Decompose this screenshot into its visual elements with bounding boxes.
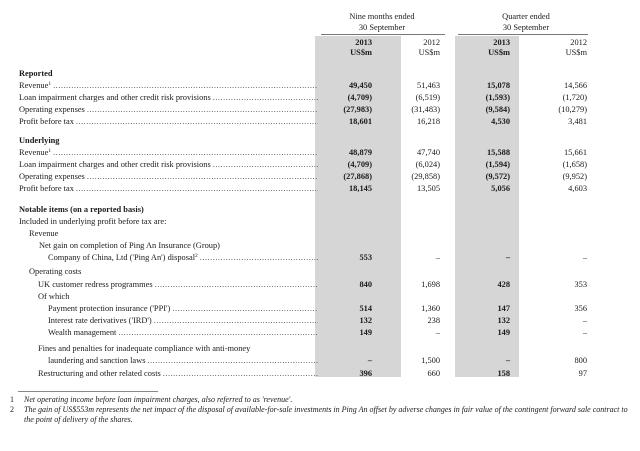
table-row [0,116,640,128]
cell-col-1: 48,879 [348,148,372,157]
table-row [0,368,640,380]
cell-col-4: – [582,316,587,325]
row-label-text: Profit before tax [19,184,74,193]
table-row [0,104,640,116]
cell-col-3: 4,530 [491,117,510,126]
cell-col-1: 18,145 [348,184,372,193]
header-nine-months-line2: 30 September [358,23,406,32]
col-header-2 [392,38,440,58]
leader-dots [211,159,318,171]
col-header-4-unit: US$m [565,48,587,57]
cell-col-2: 1,698 [421,280,440,289]
row-label [19,80,318,92]
cell-col-2: (6,519) [415,93,440,102]
row-label-text: Included in underlying profit before tax are: [19,217,167,226]
row-label-text: Operating expenses [19,172,85,181]
cell-col-1: 132 [359,316,372,325]
cell-col-3: 5,056 [491,184,510,193]
row-label-text: Notable items (on a reported basis) [19,205,144,214]
col-header-4 [540,38,587,58]
row-label-text: Revenue [19,148,49,157]
cell-col-4: 356 [574,304,587,313]
cell-col-1: 49,450 [348,81,372,90]
row-label [19,147,318,159]
leader-dots [170,303,318,315]
cell-col-4: 15,661 [563,148,587,157]
cell-col-4: – [582,328,587,337]
row-label [29,266,329,278]
header-quarter-rule [458,34,588,35]
row-label [19,135,319,147]
row-label [48,327,318,339]
row-label-text: laundering and sanction laws [48,356,146,365]
row-label-text: Of which [38,292,70,301]
leader-dots [116,327,318,339]
cell-col-2: 16,218 [416,117,440,126]
row-label [19,116,318,128]
header-quarter [452,11,600,33]
table-row [0,327,640,339]
row-label-text: Loan impairment charges and other credit risk provisions [19,160,211,169]
row-label [19,68,319,80]
row-label-text: Fines and penalties for inadequate compliance with anti-money [38,344,251,353]
col-header-1-year: 2013 [355,38,372,47]
cell-col-2: (29,858) [411,172,440,181]
cell-col-3: 132 [497,316,510,325]
leader-dots [85,171,318,183]
cell-col-2: – [435,253,440,262]
cell-col-2: – [435,328,440,337]
footnote-ref: 1 [48,148,52,154]
table-row [0,266,640,278]
header-nine-months [310,11,454,33]
cell-col-4: (1,658) [562,160,587,169]
cell-col-3: (1,593) [485,93,510,102]
table-row [0,204,640,216]
leader-dots [74,116,318,128]
row-label-text: Payment protection insurance ('PPI') [48,304,171,313]
row-label-text: Revenue [19,81,49,90]
leader-dots [85,104,318,116]
cell-col-1: – [367,356,372,365]
table-row [0,68,640,80]
row-label [38,343,338,355]
leader-dots [51,147,318,159]
table-row [0,216,640,228]
cell-col-4: (10,279) [558,105,587,114]
cell-col-2: 660 [427,369,440,378]
table-row [0,228,640,240]
header-quarter-line2: 30 September [502,23,550,32]
table-row [0,183,640,195]
col-header-4-year: 2012 [570,38,587,47]
cell-col-2: 51,463 [416,81,440,90]
row-label [48,315,318,327]
row-label [19,104,318,116]
cell-col-1: (27,868) [343,172,372,181]
row-label-text: Profit before tax [19,117,74,126]
table-row [0,147,640,159]
row-label [38,368,318,380]
table-row [0,252,640,264]
row-label-text: Interest rate derivatives ('IRD') [48,316,152,325]
cell-col-4: 97 [578,369,587,378]
table-row [0,279,640,291]
row-label-text: Underlying [19,136,60,145]
cell-col-3: 428 [497,280,510,289]
footnote-rule [18,391,158,392]
footnote-ref: 2 [195,253,198,259]
footnote-2-text: The gain of US$553m represents the net impact of the disposal of available-for-sale investments in Ping An offset by adverse changes in fair value of the contingent forward sale contract to the point of delivery of the shares. [24,405,628,424]
cell-col-3: (1,594) [485,160,510,169]
footnote-1-number: 1 [10,395,14,404]
cell-col-3: 147 [497,304,510,313]
row-label-text: Operating costs [29,267,82,276]
table-row [0,315,640,327]
cell-col-3: 149 [497,328,510,337]
footnote-ref: 1 [48,81,52,87]
cell-col-2: (6,024) [415,160,440,169]
cell-col-3: 15,588 [486,148,510,157]
cell-col-1: (4,709) [347,93,372,102]
cell-col-1: 149 [359,328,372,337]
row-label [19,183,318,195]
table-row [0,80,640,92]
row-label [39,240,339,252]
col-header-2-unit: US$m [418,48,440,57]
header-quarter-line1: Quarter ended [502,12,550,21]
cell-col-3: 158 [497,369,510,378]
cell-col-3: (9,584) [485,105,510,114]
cell-col-4: 353 [574,280,587,289]
table-row [0,240,640,252]
row-label [38,279,318,291]
row-label-text: Wealth management [48,328,117,337]
col-header-1 [320,38,372,58]
cell-col-3: 15,078 [486,81,510,90]
cell-col-1: (4,709) [347,160,372,169]
col-header-1-unit: US$m [350,48,372,57]
row-label [29,228,329,240]
row-label [48,355,318,367]
table-row [0,291,640,303]
leader-dots [51,80,318,92]
cell-col-1: 514 [359,304,372,313]
leader-dots [145,355,318,367]
row-label [19,159,318,171]
row-label-text: Net gain on completion of Ping An Insurance (Group) [39,241,220,250]
row-label-text: Company of China, Ltd ('Ping An') disposal [48,253,196,262]
row-label [19,204,319,216]
cell-col-2: (31,483) [411,105,440,114]
cell-col-2: 47,740 [416,148,440,157]
row-label [19,92,318,104]
table-row [0,303,640,315]
table-row [0,135,640,147]
cell-col-1: 840 [359,280,372,289]
row-label-text: UK customer redress programmes [38,280,153,289]
leader-dots [211,92,318,104]
col-header-3 [460,38,510,58]
col-header-3-year: 2013 [493,38,510,47]
cell-col-1: 396 [359,369,372,378]
col-header-2-year: 2012 [423,38,440,47]
cell-col-1: (27,983) [343,105,372,114]
leader-dots [198,252,318,264]
col-header-3-unit: US$m [488,48,510,57]
row-label [48,303,318,315]
cell-col-3: – [505,356,510,365]
leader-dots [153,279,318,291]
row-label [19,171,318,183]
cell-col-4: 14,566 [563,81,587,90]
cell-col-1: 18,601 [348,117,372,126]
header-nine-months-line1: Nine months ended [349,12,415,21]
table-row [0,343,640,355]
table-row [0,159,640,171]
row-label [38,291,338,303]
cell-col-2: 1,360 [421,304,440,313]
row-label [48,252,318,264]
cell-col-4: 4,603 [568,184,587,193]
cell-col-3: – [505,253,510,262]
cell-col-4: (1,720) [562,93,587,102]
cell-col-4: – [582,253,587,262]
row-label-text: Reported [19,69,53,78]
cell-col-4: 800 [574,356,587,365]
row-label-text: Revenue [29,229,59,238]
table-row [0,92,640,104]
leader-dots [161,368,318,380]
table-row [0,355,640,367]
leader-dots [74,183,318,195]
cell-col-2: 1,500 [421,356,440,365]
footnote-1-text: Net operating income before loan impairment charges, also referred to as 'revenue'. [24,395,293,404]
table-row [0,171,640,183]
row-label-text: Loan impairment charges and other credit risk provisions [19,93,211,102]
row-label-text: Operating expenses [19,105,85,114]
cell-col-2: 13,505 [416,184,440,193]
cell-col-2: 238 [427,316,440,325]
cell-col-4: 3,481 [568,117,587,126]
leader-dots [152,315,318,327]
row-label-text: Restructuring and other related costs [38,369,161,378]
row-label [19,216,319,228]
cell-col-3: (9,572) [485,172,510,181]
footnote-2-number: 2 [10,405,14,414]
cell-col-1: 553 [359,253,372,262]
cell-col-4: (9,952) [562,172,587,181]
header-nine-months-rule [321,34,445,35]
